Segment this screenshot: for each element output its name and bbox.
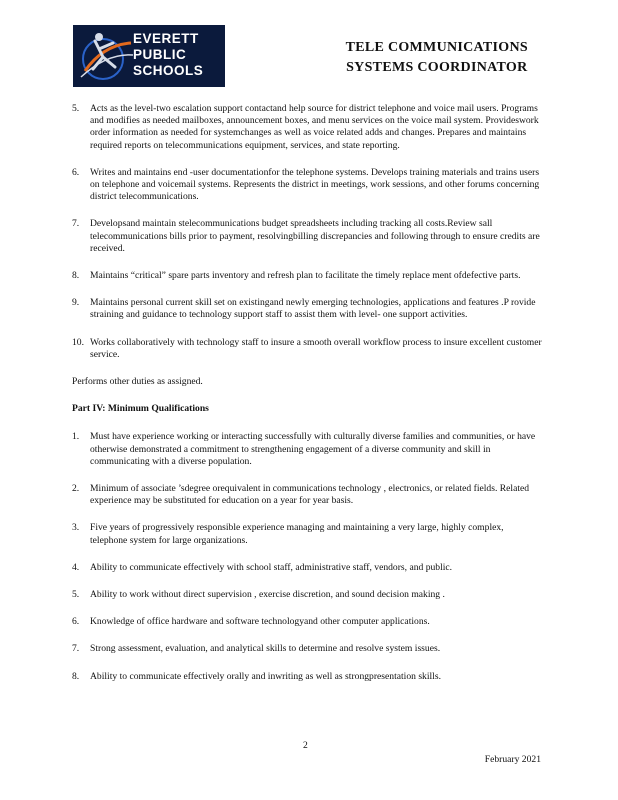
other-duties-text: Performs other duties as assigned. [72,376,203,388]
document-title [346,38,528,78]
list-item: 4. Ability to communicate effectively with school staff, administrative staff, vendors, and public. [72,561,453,573]
document-body [72,103,542,698]
list-item: 8. Maintains “critical” spare parts inventory and refresh plan to facilitate the timely replace ment ofdefective parts. [72,270,521,282]
title-line-2: SYSTEMS COORDINATOR [346,60,528,75]
list-item: 3. Five years of progressively responsible experience managing and maintaining a very large, highly complex, telephone system for large organizations. [72,522,504,546]
logo-line-1: EVERETT [133,31,199,46]
list-item: 5. Ability to work without direct supervision , exercise discretion, and sound decision making . [72,589,445,601]
title-line-1: TELE COMMUNICATIONS [345,40,528,55]
page-number: 2 [303,740,308,751]
list-item: 2. Minimum of associate ’sdegree orequivalent in communications technology , electronics, or related fields. Related experience may be substituted for education on a year for year basis. [72,483,530,507]
logo-wordmark [133,31,225,79]
duties-list [72,103,542,361]
list-item: 7. Strong assessment, evaluation, and analytical skills to determine and resolve system issues. [72,643,441,655]
list-item: 6. Writes and maintains end -user documentationfor the telephone systems. Develops training materials and trains users on telephone and voicemail systems. Represents the district in meetings, work sessions, and other forums concerning district telecommunications. [72,166,540,203]
section-heading: Part IV: Minimum Qualifications [72,403,209,415]
logo [73,25,225,87]
list-item: 10. Works collaboratively with technology staff to insure a smooth overall workflow process to insure excellent customer service. [72,336,542,360]
list-item: 8. Ability to communicate effectively orally and inwriting as well as strongpresentation skills. [72,670,441,682]
logo-line-3: SCHOOLS [133,63,204,78]
list-item: 7. Developsand maintain stelecommunications budget spreadsheets including tracking all costs.Review sall telecommunications bills prior to payment, resolvingbilling discrepancies and following through to ensure credits are received. [72,218,540,254]
footer-date: February 2021 [484,754,541,765]
list-item: 5. Acts as the level-two escalation support contactand help source for district telephone and voice mail users. Programs and modifies as needed mailboxes, announcement boxes, and menu services on the voice mail system. Provideswork order information as needed for systemchanges as well as voice related adds and changes. Prepares and maintains required reports on telecommunications equipment, services, and state reporting. [72,103,539,151]
qualifications-list [72,431,542,682]
logo-line-2: PUBLIC [133,47,187,62]
list-item: 6. Knowledge of office hardware and software technologyand other computer applications. [72,616,430,628]
list-item: 1. Must have experience working or interacting successfully with culturally diverse families and communities, or have otherwise demonstrated a commitment to strengthening engagement of a diverse community and skill in communicating with a diverse population. [72,431,536,467]
list-item: 9. Maintains personal current skill set on existingand newly emerging technologies, applications and features .P rovide straining and guidance to technology support staff to assist them with level- one support activities. [72,297,536,321]
